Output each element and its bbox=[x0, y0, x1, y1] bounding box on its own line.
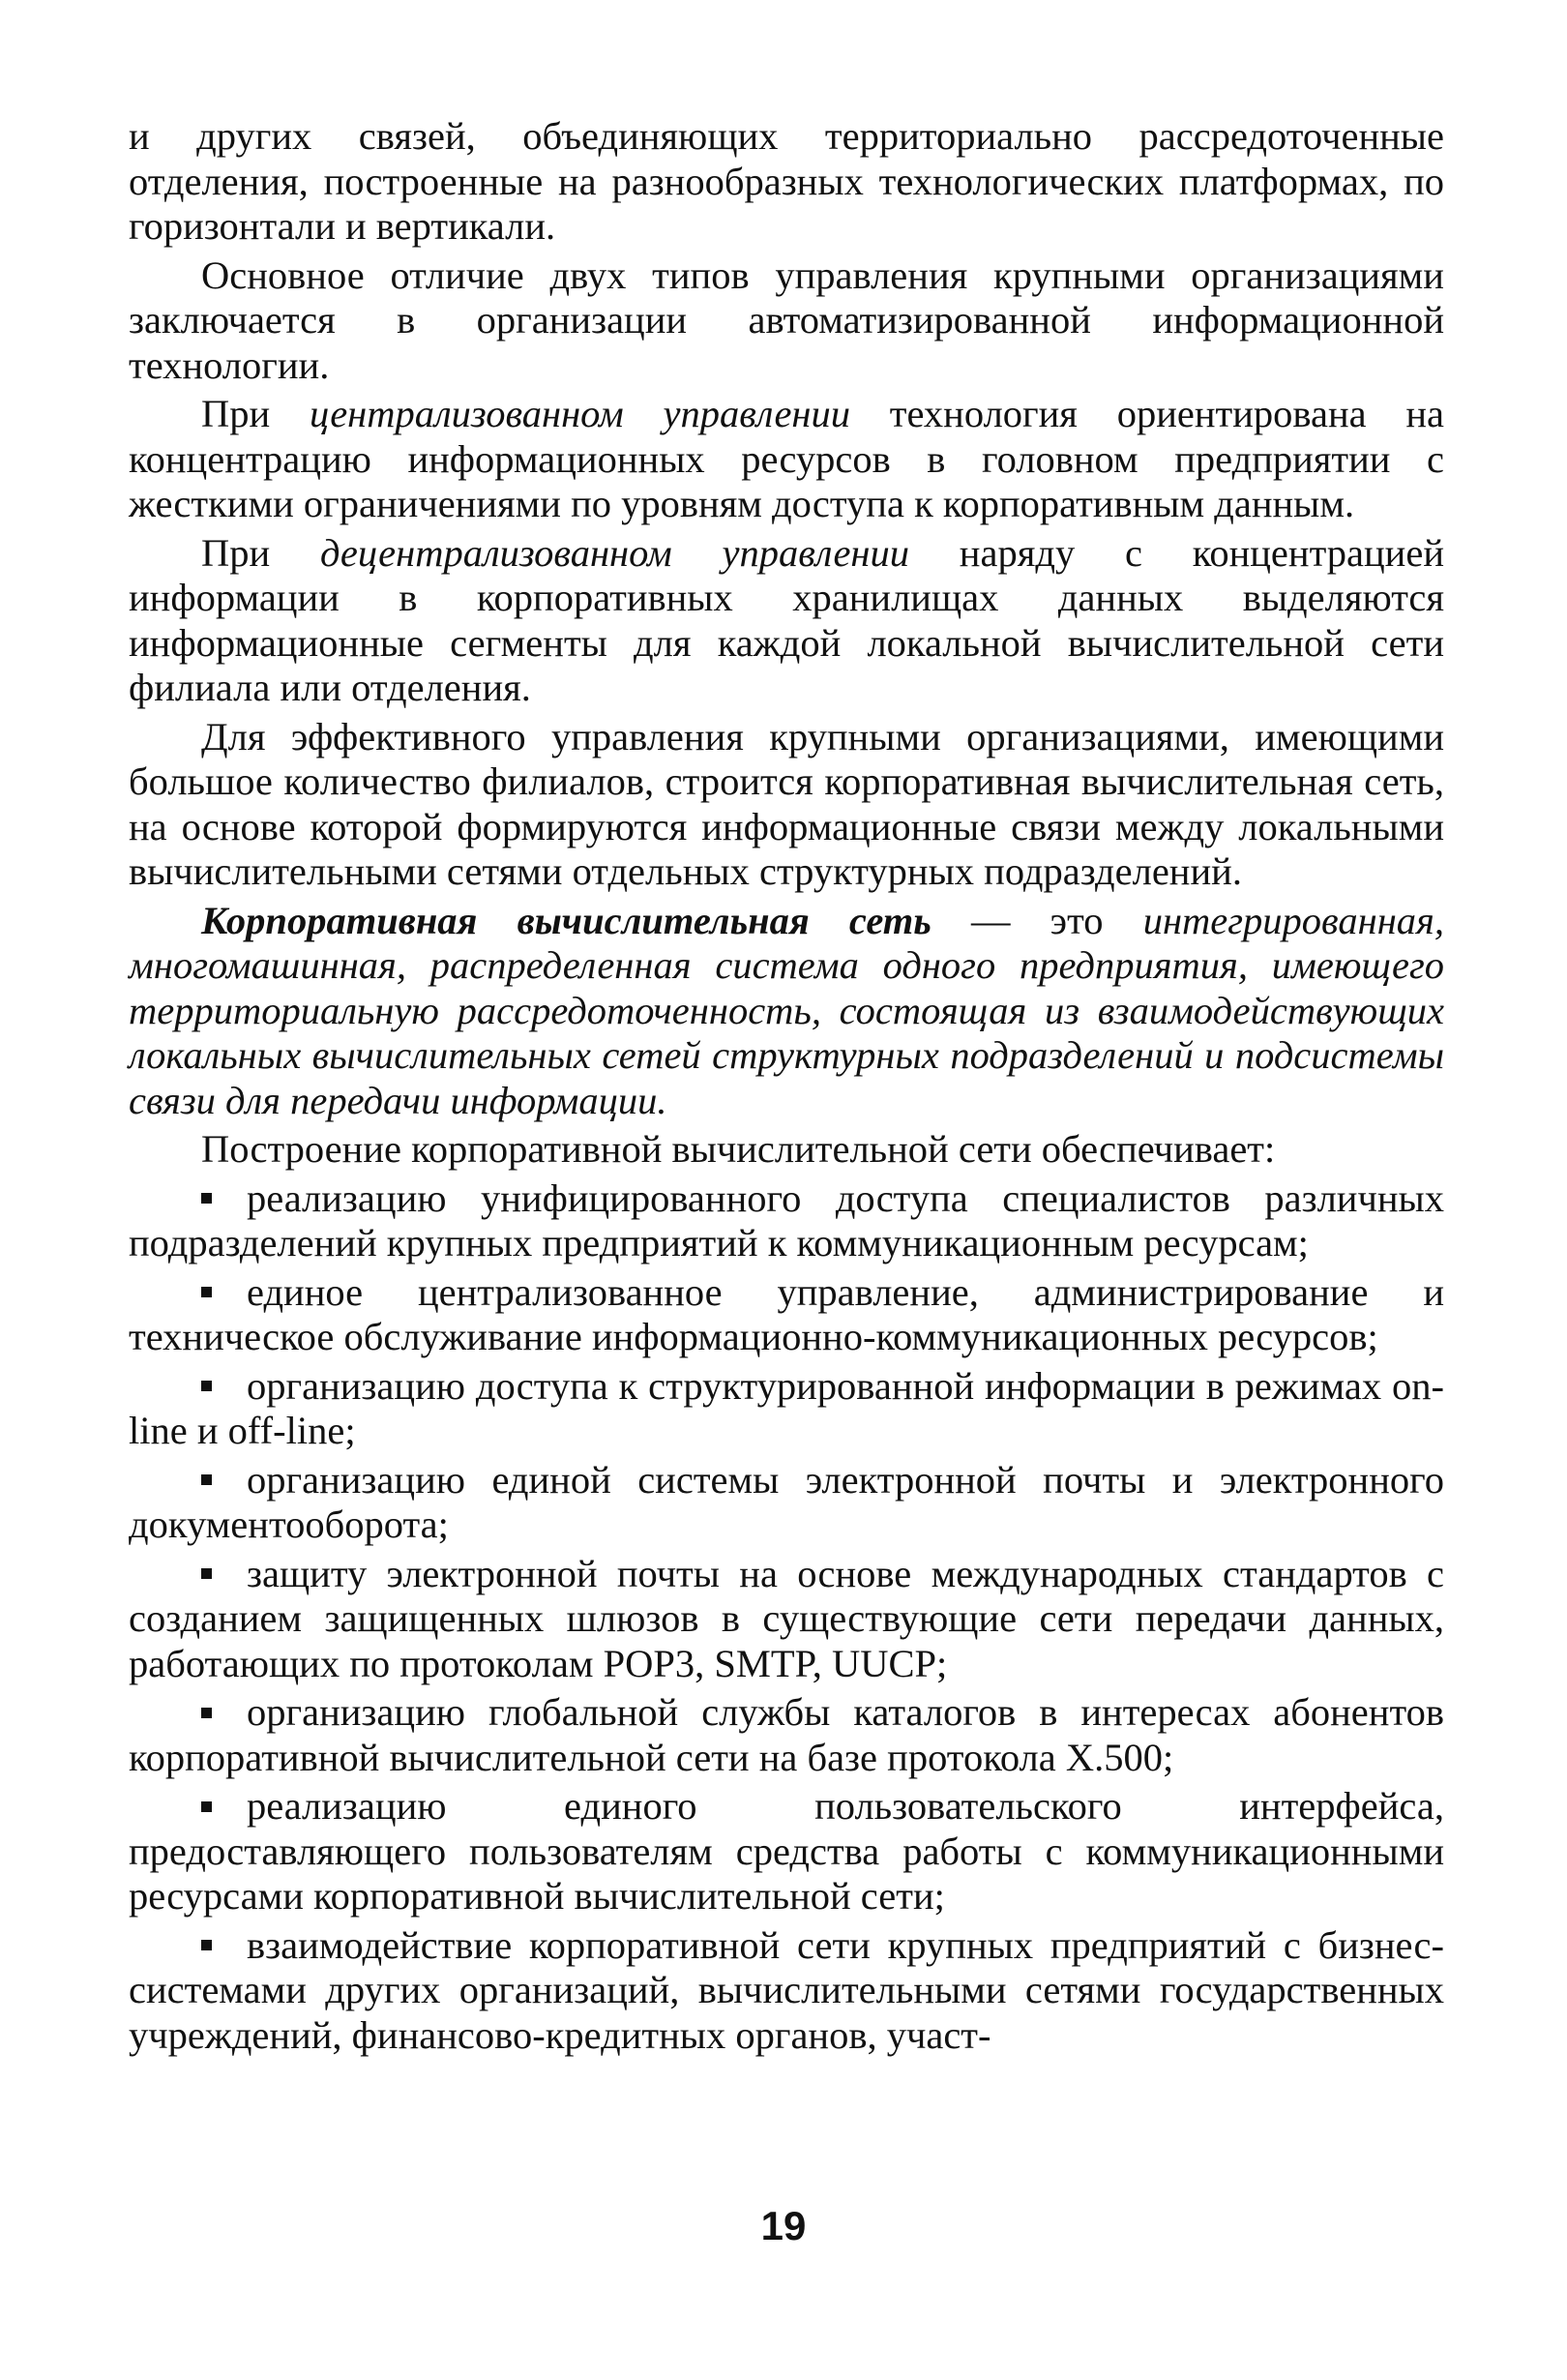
paragraph-lead-text: При bbox=[201, 530, 320, 575]
list-item bbox=[129, 1690, 1444, 1780]
list-item bbox=[129, 1458, 1444, 1548]
page-body bbox=[129, 114, 1444, 2058]
list-item-text: единое централизованное управление, администрирование и техническое обслуживание информационно-коммуникационных ресурсов; bbox=[129, 1269, 1444, 1358]
square-bullet-icon bbox=[201, 1287, 212, 1297]
square-bullet-icon bbox=[201, 1801, 212, 1812]
bullet-list bbox=[129, 1176, 1444, 2059]
list-intro: Построение корпоративной вычислительной сети обеспечивает: bbox=[201, 1127, 1276, 1171]
list-item bbox=[129, 1784, 1444, 1919]
definition-paragraph bbox=[129, 899, 1444, 1124]
definition-dash: — это bbox=[931, 898, 1143, 942]
paragraph-centralized bbox=[129, 392, 1444, 527]
paragraph-corporate-network: Для эффективного управления крупными организациями, имеющими большое количество филиалов, строится корпоративная вычислительная сеть, на основе которой формируются информационные связи между локальными вычислительными сетями отдельных структурных подразделений. bbox=[129, 714, 1444, 893]
definition-body: интегрированная, многомашинная, распределенная система одного предприятия, имеющего территориальную рассредоточенность, состоящая из взаимодействующих локальных вычислительных сетей структурных подразделений и подсистемы связи для передачи информации. bbox=[129, 898, 1444, 1122]
square-bullet-icon bbox=[201, 1193, 212, 1204]
list-item-text: взаимодействие корпоративной сети крупных предприятий с бизнес-системами других организаций, вычислительными сетями государственных учреждений, финансово-кредитных органов, участ- bbox=[129, 1922, 1444, 2057]
list-item bbox=[129, 1364, 1444, 1454]
square-bullet-icon bbox=[201, 1568, 212, 1579]
list-item bbox=[129, 1552, 1444, 1687]
paragraph-management-difference: Основное отличие двух типов управления крупными организациями заключается в организации автоматизированной информационной технологии. bbox=[129, 253, 1444, 387]
paragraph-lead-text: При bbox=[201, 392, 310, 435]
list-item bbox=[129, 1176, 1444, 1266]
list-item-text: реализацию унифицированного доступа специалистов различных подразделений крупных предприятий к коммуникационным ресурсам; bbox=[129, 1175, 1444, 1264]
page-number: 19 bbox=[760, 2203, 807, 2248]
list-item-text: организацию глобальной службы каталогов в интересах абонентов корпоративной вычислительной сети на базе протокола X.500; bbox=[129, 1690, 1444, 1779]
list-item bbox=[129, 1923, 1444, 2059]
square-bullet-icon bbox=[201, 1708, 212, 1718]
paragraph-body-text: технология ориентирована на концентрацию информационных ресурсов в головном предприятии с жесткими ограничениями по уровням доступа к корпоративным данным. bbox=[129, 392, 1445, 525]
square-bullet-icon bbox=[201, 1940, 212, 1950]
term-decentralized-management: децентрализованном управлении bbox=[319, 530, 910, 575]
definition-term: Корпоративная вычислительная сеть bbox=[201, 898, 931, 942]
square-bullet-icon bbox=[201, 1381, 212, 1391]
list-item-text: защиту электронной почты на основе международных стандартов с созданием защищенных шлюзов в существующие сети передачи данных, работающих по протоколам POP3, SMTP, UUCP; bbox=[129, 1551, 1444, 1685]
paragraph-continued: и других связей, объединяющих территориально рассредоточенные отделения, построенные на разнообразных технологических платформах, по горизонтали и вертикали. bbox=[129, 114, 1444, 248]
paragraph-body-text: наряду с концентрацией информации в корпоративных хранилищах данных выделяются информационные сегменты для каждой локальной вычислительной сети филиала или отделения. bbox=[129, 530, 1444, 709]
list-item-text: реализацию единого пользовательского интерфейса, предоставляющего пользователям средства работы с коммуникационными ресурсами корпоративной вычислительной сети; bbox=[129, 1784, 1444, 1918]
term-centralized-management: централизованном управлении bbox=[309, 392, 851, 435]
list-item bbox=[129, 1270, 1444, 1360]
paragraph-decentralized bbox=[129, 531, 1444, 711]
list-item-text: организацию доступа к структурированной информации в режимах on-line и off-line; bbox=[129, 1363, 1444, 1452]
square-bullet-icon bbox=[201, 1474, 212, 1485]
list-item-text: организацию единой системы электронной почты и электронного документооборота; bbox=[129, 1457, 1444, 1546]
